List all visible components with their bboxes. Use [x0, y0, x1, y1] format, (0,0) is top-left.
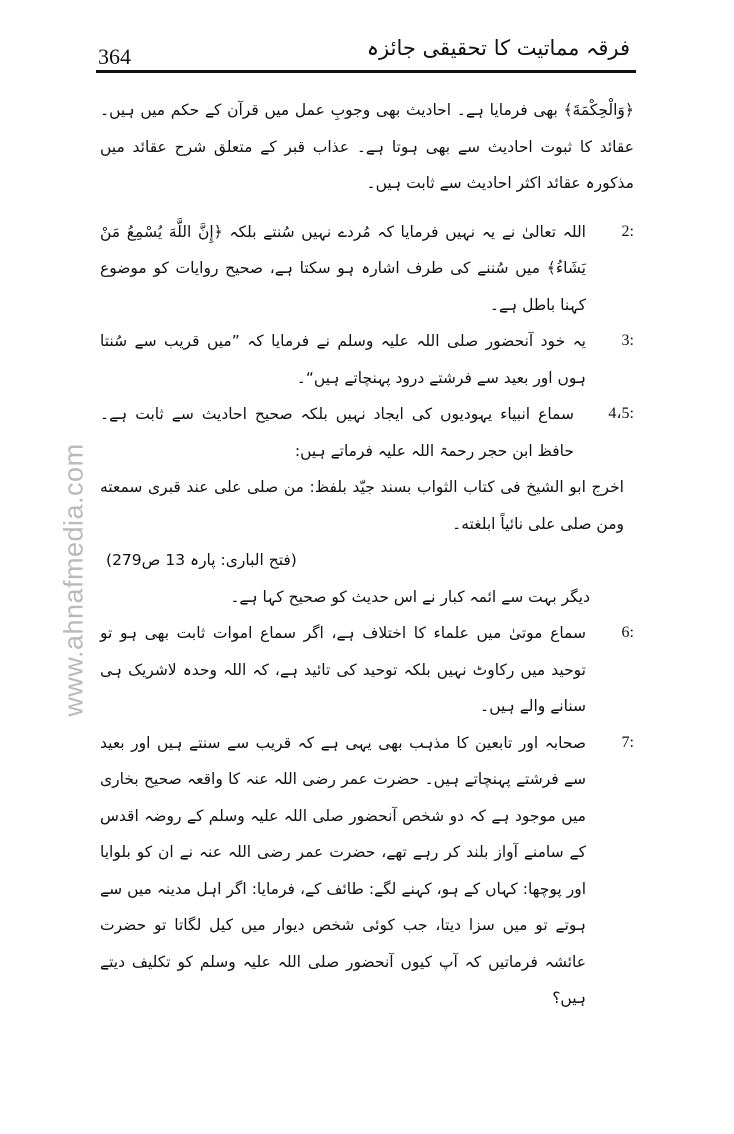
running-title: فرقہ مماتیت کا تحقیقی جائزہ — [366, 36, 630, 60]
item-number: 3: — [621, 332, 634, 349]
header-rule — [96, 70, 636, 73]
list-item-3 — [100, 323, 634, 396]
item-text: صحابہ اور تابعین کا مذہب بھی یہی ہے کہ قریب سے سنتے ہیں اور بعید سے فرشتے پہنچاتے ہیں۔ حضرت عمر رضی اللہ عنہ کا واقعہ صحیح بخاری میں موجود ہے کہ دو شخص آنحضور صلی اللہ علیہ وسلم کے روضہ اقدس کے سامنے آواز بلند کر رہے تھے، حضرت عمر رضی اللہ عنہ نے ان کو بلوایا اور پوچھا: کہاں کے ہو، کہنے لگے: طائف کے، فرمایا: اگر اہل مدینہ میں سے ہوتے تو میں سزا دیتا، جب کوئی شخص دیوار میں کیل لگاتا تو حضرت عائشہ فرماتیں کہ آپ کیوں آنحضور صلی اللہ علیہ وسلم کو تکلیف دیتے ہیں؟ — [100, 733, 586, 1007]
item-number: 7: — [621, 733, 634, 751]
item-number: 6: — [621, 624, 634, 641]
item-text: اللہ تعالیٰ نے یہ نہیں فرمایا کہ مُردے نہیں سُنتے بلکہ ﴿إِنَّ اللَّهَ يُسْمِعُ مَنْ يَشَاءُ﴾ میں سُننے کی طرف اشارہ ہو سکتا ہے، صحیح روایات کو موضوع کہنا باطل ہے۔ — [100, 222, 586, 314]
list-item-2 — [100, 214, 634, 324]
list-item-7 — [100, 725, 634, 1017]
spacer — [100, 202, 634, 214]
watermark-text: www.ahnafmedia.com — [58, 443, 89, 717]
page-body — [100, 92, 634, 1017]
item-text: سماع انبیاء یہودیوں کی ایجاد نہیں بلکہ صحیح احادیث سے ثابت ہے۔ حافظ ابن حجر رحمۃ اللہ علیہ فرماتے ہیں: — [100, 405, 574, 460]
intro-paragraph: ﴿وَالْحِكْمَةَ﴾ بھی فرمایا ہے۔ احادیث بھی وجوبِ عمل میں قرآن کے حکم میں ہیں۔ عقائد کا ثبوت احادیث سے بھی ہوتا ہے۔ عذاب قبر کے متعلق شرح عقائد میں مذکورہ عقائد اکثر احادیث سے ثابت ہیں۔ — [100, 101, 634, 192]
page-number: 364 — [98, 44, 131, 69]
item-number: 4،5: — [608, 405, 634, 422]
item-text: سماع موتیٰ میں علماء کا اختلاف ہے، اگر سماع اموات ثابت بھی ہو تو توحید میں رکاوٹ نہیں بلکہ توحید کی تائید ہے، کہ اللہ وحدہ لاشریک ہی سنانے والے ہیں۔ — [100, 624, 586, 715]
after-quote-paragraph: دیگر بہت سے ائمہ کبار نے اس حدیث کو صحیح کہا ہے۔ — [230, 587, 590, 606]
list-item-6 — [100, 615, 634, 725]
arabic-quotation: اخرج ابو الشیخ فی کتاب الثواب بسند جیّد بلفظ: من صلی علی عند قبری سمعته ومن صلی علی نائیاً ابلغته۔ — [100, 478, 624, 533]
list-item-4-5 — [100, 396, 634, 469]
citation-reference: (فتح الباری: پارہ 13 ص279) — [106, 551, 297, 569]
item-text: یہ خود آنحضور صلی اللہ علیہ وسلم نے فرمایا کہ ”میں قریب سے سُنتا ہوں اور بعید سے فرشتے درود پہنچاتے ہیں“۔ — [100, 332, 586, 387]
item-number: 2: — [621, 222, 634, 240]
